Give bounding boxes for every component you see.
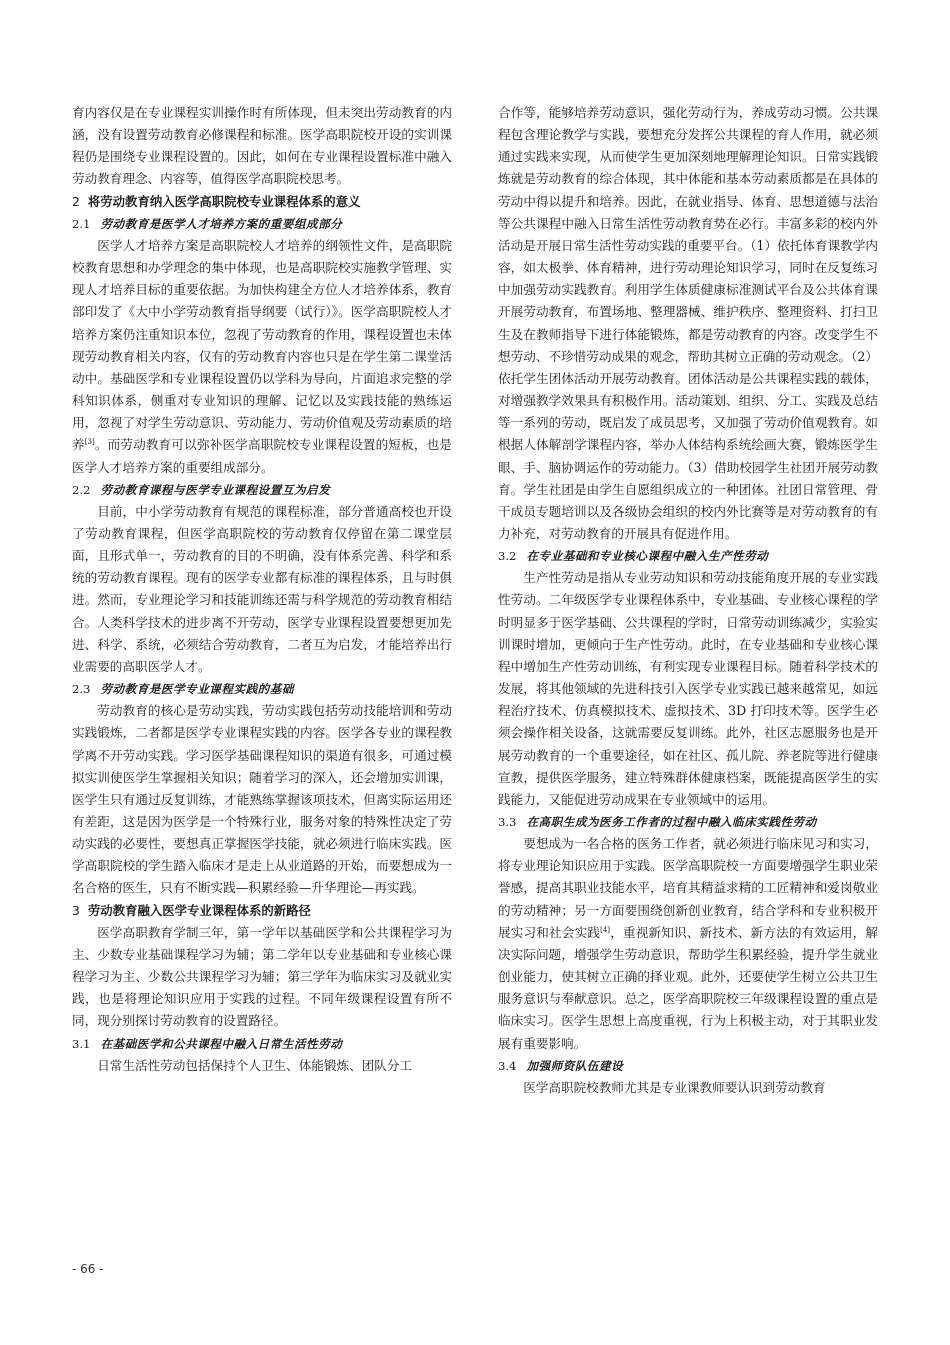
subsection-title: 劳动教育课程与医学专业课程设置互为启发	[100, 482, 331, 497]
section-heading-2	[72, 191, 452, 213]
citation-ref: [3]	[84, 438, 95, 447]
paragraph: 要想成为一名合格的医务工作者，就必须进行临床见习和实习，将专业理论知识应用于实践。医学高职院校一方面要增强学生职业荣誉感，提高其职业技能水平，培育其精益求精的工匠精神和爱岗敬业的劳动精神；另一方面要围绕创新创业教育，结合学科和专业积极开展实习和社会实践[4]，重视新知识、新技术、新方法的有效运用，解决实际问题，增强学生劳动意识，帮助学生积累经验，提升学生就业创业能力，使其树立正确的择业观。此外，还要使学生树立公共卫生服务意识与奉献意识。总之，医学高职院校三年级课程设置的重点是临床实习。医学生思想上高度重视，行为上积极主动，对于其职业发展有重要影响。	[498, 836, 879, 1051]
section-title: 将劳动教育纳入医学高职院校专业课程体系的意义	[87, 193, 361, 209]
subsection-number: 2.2	[72, 482, 91, 497]
subsection-title: 劳动教育是医学人才培养方案的重要组成部分	[100, 216, 343, 231]
left-column	[72, 102, 452, 1077]
paragraph: 日常生活性劳动包括保持个人卫生、体能锻炼、团队分工	[97, 1057, 413, 1073]
paragraph: 劳动教育的核心是劳动实践，劳动实践包括劳动技能培训和劳动实践锻炼，二者都是医学专业课程实践的内容。医学各专业的课程教学离不开劳动实践。学习医学基础课程知识的渠道有很多，可通过模拟实训使医学生掌握相关知识；随着学习的深入，还会增加实训课，医学生只有通过反复训练，才能熟练掌握该项技术，但离实际运用还有差距，这是因为医学是一个特殊行业，服务对象的特殊性决定了劳动实践的必要性，要想真正掌握医学技能，就必须进行临床实践。医学高职院校的学生踏入临床才是走上从业道路的开始，而要想成为一名合格的医生，只有不断实践—积累经验—升华理论—再实践。	[72, 703, 452, 896]
subsection-heading-2-3	[72, 678, 452, 700]
subsection-title: 在专业基础和专业核心课程中融入生产性劳动	[526, 549, 769, 564]
citation-ref: [4]	[600, 925, 611, 934]
paragraph: 生产性劳动是指从专业劳动知识和劳动技能角度开展的专业实践性劳动。二年级医学专业课程体系中，专业基础、专业核心课程的学时明显多于医学基础、公共课程的学时，日常劳动训练减少，实验实训课时增加，更倾向于生产性劳动。此时，在专业基础和专业核心课程中增加生产性劳动训练，有利实现专业课程目标。随着科学技术的发展，将其他领域的先进科技引入医学专业实践已越来越常见，如远程治疗技术、仿真模拟技术、虚拟技术、3D 打印技术等。医学生必须会操作相关设备，这就需要反复训练。此外，社区志愿服务也是开展劳动教育的一个重要途径，如在社区、孤儿院、养老院等进行健康宣教，提供医学服务，建立特殊群体健康档案，既能提高医学生的实践能力，又能促进劳动成果在专业领域中的运用。	[498, 570, 878, 807]
section-heading-3	[72, 900, 452, 922]
subsection-heading-3-2	[498, 545, 878, 567]
paragraph: 目前，中小学劳动教育有规范的课程标准，部分普通高校也开设了劳动教育课程，但医学高职院校的劳动教育仅停留在第二课堂层面，且形式单一，劳动教育的目的不明确，没有体系完善、科学和系统的劳动教育课程。现有的医学专业都有标准的课程体系，且与时俱进。然而，专业理论学习和技能训练还需与科学规范的劳动教育相结合。人类科学技术的进步离不开劳动，医学专业课程设置要想更加先进、科学、系统，必须结合劳动教育，二者互为启发，才能培养出行业需要的高职医学人才。	[72, 503, 452, 674]
subsection-heading-2-2	[72, 479, 452, 501]
subsection-number: 3.2	[498, 549, 517, 564]
subsection-title: 加强师资队伍建设	[526, 1058, 624, 1073]
paragraph: 医学高职院校教师尤其是专业课教师要认识到劳动教育	[523, 1079, 826, 1095]
section-number: 2	[72, 193, 80, 209]
paragraph: 合作等，能够培养劳动意识，强化劳动行为，养成劳动习惯。公共课程包含理论教学与实践，要想充分发挥公共课程的育人作用，就必须通过实践来实现，从而使学生更加深刻地理解理论知识。日常实践锻炼就是劳动教育的综合体现，其中体能和基本劳动素质都是在具体的劳动中得以提升和培养。因此，在就业指导、体育、思想道德与法治等公共课程中融入日常生活性劳动教育势在必行。丰富多彩的校内外活动是开展日常生活性劳动实践的重要平台。（1）依托体育课教学内容，如太极拳、体育精神，进行劳动理论知识学习，同时在反复练习中加强劳动实践教育。利用学生体质健康标准测试平台及公共体育课开展劳动教育，布置场地、整理器械、维护秩序、整理资料、打扫卫生及在教师指导下进行体能锻炼，都是劳动教育的内容。改变学生不想劳动、不珍惜劳动成果的观念，帮助其树立正确的劳动观念。（2）依托学生团体活动开展劳动教育。团体活动是公共课程实践的载体，对增强教学效果具有积极作用。活动策划、组织、分工、实践及总结等一系列的劳动，既启发了成员思考，又加强了劳动价值观教育。如根据人体解剖学课程内容，举办人体结构系统绘画大赛，锻炼医学生眼、手、脑协调运作的劳动能力。（3）借助校园学生社团开展劳动教育。学生社团是由学生自愿组织成立的一种团体。社团日常管理、骨干成员专题培训以及各级协会组织的校内外比赛等是对劳动教育的有力补充，对劳动教育的开展具有促进作用。	[498, 105, 878, 541]
page-number: - 66 -	[72, 1262, 104, 1276]
subsection-number: 2.1	[72, 216, 91, 231]
subsection-number: 3.4	[498, 1058, 517, 1073]
subsection-title: 在高职生成为医务工作者的过程中融入临床实践性劳动	[526, 815, 817, 829]
paragraph: 医学人才培养方案是高职院校人才培养的纲领性文件，是高职院校教育思想和办学理念的集中体现，也是高职院校实施教学管理、实现人才培养目标的重要依据。为加快构建全方位人才培养体系，教育部印发了《大中小学劳动教育指导纲要（试行）》。医学高职院校人才培养方案仍注重知识本位，忽视了劳动教育的作用，课程设置也未体现劳动教育相关内容，仅有的劳动教育内容也只是在学生第二课堂活动中。基础医学和专业课程设置仍以学科为导向，片面追求完整的学科知识体系，侧重对专业知识的理解、记忆以及实践技能的熟练运用，忽视了对学生劳动意识、劳动能力、劳动价值观及劳动素质的培养[3]。而劳动教育可以弥补医学高职院校专业课程设置的短板，也是医学人才培养方案的重要组成部分。	[72, 237, 453, 475]
paragraph: 医学高职教育学制三年，第一学年以基础医学和公共课程学习为主、少数专业基础课程学习为辅；第二学年以专业基础和专业核心课程学习为主、少数公共课程学习为辅；第三学年为临床实习及就业实践，也是将理论知识应用于实践的过程。不同年级课程设置有所不同，现分别探讨劳动教育的设置路径。	[72, 924, 452, 1029]
paragraph: 育内容仅是在专业课程实训操作时有所体现，但未突出劳动教育的内涵，没有设置劳动教育必修课程和标准。医学高职院校开设的实训课程仍是围绕专业课程设置的。因此，如何在专业课程设置标准中融入劳动教育理念、内容等，值得医学高职院校思考。	[72, 105, 452, 187]
subsection-title: 劳动教育是医学专业课程实践的基础	[100, 682, 294, 697]
subsection-number: 3.3	[498, 815, 517, 829]
subsection-number: 3.1	[72, 1036, 91, 1051]
subsection-number: 2.3	[72, 682, 91, 697]
subsection-title: 在基础医学和公共课程中融入日常生活性劳动	[100, 1036, 343, 1051]
subsection-heading-2-1	[72, 213, 452, 235]
section-number: 3	[72, 902, 80, 918]
section-title: 劳动教育融入医学专业课程体系的新路径	[87, 902, 311, 918]
right-column	[498, 102, 878, 1099]
subsection-heading-3-3	[498, 811, 878, 833]
subsection-heading-3-4	[498, 1055, 878, 1077]
subsection-heading-3-1	[72, 1033, 452, 1055]
